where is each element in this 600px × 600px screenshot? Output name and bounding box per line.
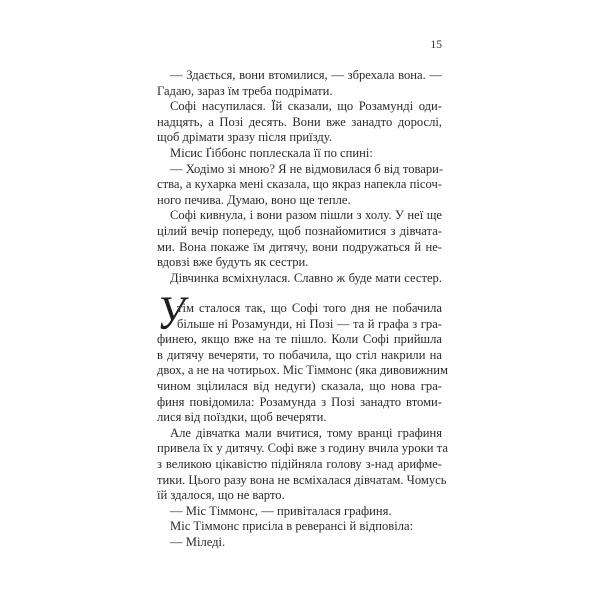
text-line: Софі кивнула, і вони разом пішли з холу. У неї ще: [170, 208, 442, 223]
text-line: тім сталося так, що Софі того дня не побачила: [177, 301, 442, 315]
text-line: лися від поїздки, щоб вечеряти.: [157, 410, 327, 425]
text-line: Софі насупилася. Їй сказали, що Розамунді оди-: [170, 99, 442, 114]
text-line: Але дівчатка мали вчитися, тому вранці графиня: [170, 425, 442, 440]
text-line: — Здається, вони втомилися, — збрехала вона. —: [170, 68, 442, 82]
text-line: — Міс Тіммонс, — привіталася графиня.: [170, 503, 392, 518]
text-line: ного печива. Думаю, воно ще тепле.: [157, 192, 351, 207]
text-line: вдовзі вже будуть як сестри.: [157, 255, 309, 270]
text-line: финя повідомила: Розамунда з Позі занадто втоми-: [157, 394, 442, 409]
text-line: Гадаю, зараз їм треба подрімати.: [157, 83, 333, 98]
text-line: з великою цікавістю підійняла голову з-над арифме-: [157, 457, 442, 471]
page-number: 15: [430, 39, 442, 51]
text-line: більше ні Розамунди, ні Позі — та й графа з гра-: [177, 316, 442, 331]
text-line: щоб дрімати зразу після приїзду.: [157, 130, 332, 145]
text-line: — Ходімо зі мною? Я не відмовилася б від товари-: [170, 161, 444, 176]
text-line: надцять, а Позі десять. Вони вже занадто дорослі,: [157, 114, 442, 129]
text-line: цілий вечір попереду, щоб познайомитися з дівчата-: [157, 224, 442, 238]
text-line: в дитячу вечеряти, то побачила, що стіл накрили на: [157, 347, 442, 362]
text-line: финею, якщо вже на те пішло. Коли Софі прийшла: [157, 332, 442, 347]
text-line: Місис Ґіббонс поплескала її по спині:: [170, 146, 373, 160]
text-line: — Міледі.: [170, 535, 226, 549]
text-line: Дівчинка всміхнулася. Славно ж буде мати сестер.: [170, 270, 442, 285]
text-line: привела їх у дитячу. Софі вже з годину вчила уроки та: [157, 441, 448, 456]
drop-cap: У: [157, 287, 185, 340]
text-line: двох, а не на чотирьох. Міс Тіммонс (яка дивовижним: [157, 363, 448, 378]
text-line: чином зцілилася від недуги) сказала, що нова гра-: [157, 379, 442, 393]
text-line: їй здалося, що не варто.: [157, 488, 285, 503]
text-line: ства, а кухарка мені сказала, що якраз напекла пісоч-: [157, 177, 442, 192]
text-line: ми. Вона покаже їм дитячу, вони подружаться й не-: [157, 239, 442, 254]
text-line: тики. Цього разу вона не всміхалася дівчатам. Чомусь: [157, 472, 447, 487]
text-line: Міс Тіммонс присіла в реверансі й відповіла:: [170, 519, 414, 534]
